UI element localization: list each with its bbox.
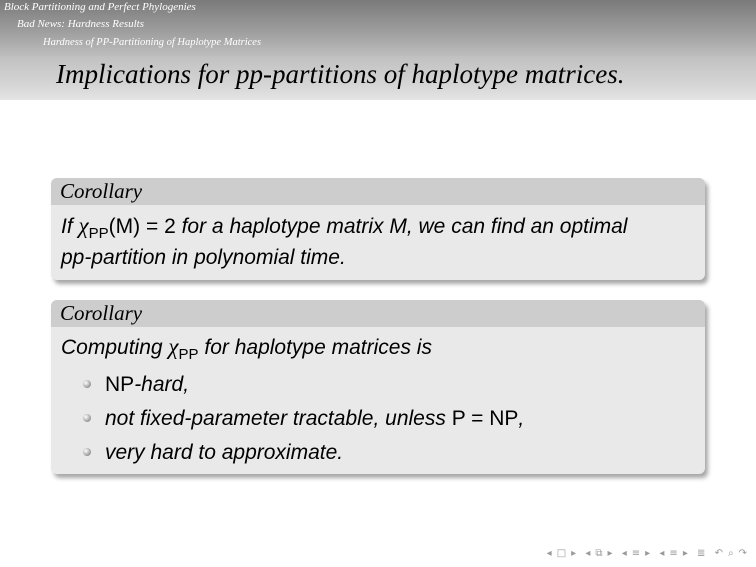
subsection-next-icon[interactable]: ▸ xyxy=(607,548,614,559)
item-text: very hard to approximate. xyxy=(105,441,344,464)
item-text: -hard, xyxy=(134,373,190,396)
item-text: not fixed-parameter tractable, unless xyxy=(105,407,452,430)
search-icon[interactable]: ⌕ xyxy=(728,548,735,559)
chi-symbol: χ xyxy=(168,334,179,359)
list-item xyxy=(61,402,695,436)
bullet-icon xyxy=(83,380,91,388)
page-title: Implications for pp-partitions of haplotype matrices. xyxy=(56,59,625,89)
doc-icon[interactable]: ≡ xyxy=(669,548,679,559)
subsection-prev-icon[interactable]: ◂ xyxy=(585,548,592,559)
item-text-post: , xyxy=(518,407,525,430)
navigation-bar xyxy=(543,548,748,562)
section-icon[interactable]: ≡ xyxy=(631,548,642,559)
frame-icon[interactable]: □ xyxy=(556,548,568,559)
math-argument: (M) = 2 xyxy=(108,215,176,238)
frame-next-icon[interactable]: ▸ xyxy=(571,548,578,559)
corollary-intro xyxy=(61,332,695,364)
list-item xyxy=(61,368,695,402)
intro-post: for haplotype matrices is xyxy=(198,336,432,359)
intro-pre: Computing xyxy=(61,336,169,359)
section-prev-icon[interactable]: ◂ xyxy=(621,548,628,559)
breadcrumb-section[interactable]: Block Partitioning and Perfect Phylogenies xyxy=(4,1,196,13)
list-item xyxy=(61,436,695,470)
frame-prev-icon[interactable]: ◂ xyxy=(546,548,553,559)
bullet-icon xyxy=(83,414,91,422)
corollary-body xyxy=(51,327,705,474)
corollary-block-2 xyxy=(51,300,705,474)
bullet-icon xyxy=(83,448,91,456)
subsection-icon[interactable]: ⧉ xyxy=(595,548,604,559)
breadcrumb-subsection[interactable]: Bad News: Hardness Results xyxy=(17,18,145,30)
section-next-icon[interactable]: ▸ xyxy=(645,548,652,559)
chi-subscript: PP xyxy=(178,346,199,363)
frame-title-bar xyxy=(0,56,756,100)
corollary-line-2: pp-partition in polynomial time. xyxy=(61,246,346,269)
corollary-list xyxy=(61,368,695,470)
np-text: NP xyxy=(105,373,135,396)
chi-symbol: χ xyxy=(78,213,89,238)
corollary-body xyxy=(51,205,705,280)
chi-subscript: PP xyxy=(88,225,109,242)
doc-prev-icon[interactable]: ◂ xyxy=(659,548,666,559)
align-icon[interactable]: ≣ xyxy=(697,548,707,559)
math-p-equals-np: P = NP xyxy=(451,407,519,430)
corollary-title: Corollary xyxy=(51,178,705,205)
text-if: If xyxy=(61,215,79,238)
doc-next-icon[interactable]: ▸ xyxy=(682,548,689,559)
undo-icon[interactable]: ↶ xyxy=(714,548,724,559)
headline-bar xyxy=(0,0,756,56)
corollary-block-1 xyxy=(51,178,705,280)
breadcrumb-subsubsection[interactable]: Hardness of PP-Partitioning of Haplotype Matrices xyxy=(43,37,262,48)
redo-icon[interactable]: ↷ xyxy=(738,548,748,559)
text-rest-1: for a haplotype matrix M, we can find an optimal xyxy=(175,215,628,238)
corollary-title: Corollary xyxy=(51,300,705,327)
corollary-line-1 xyxy=(61,211,695,243)
